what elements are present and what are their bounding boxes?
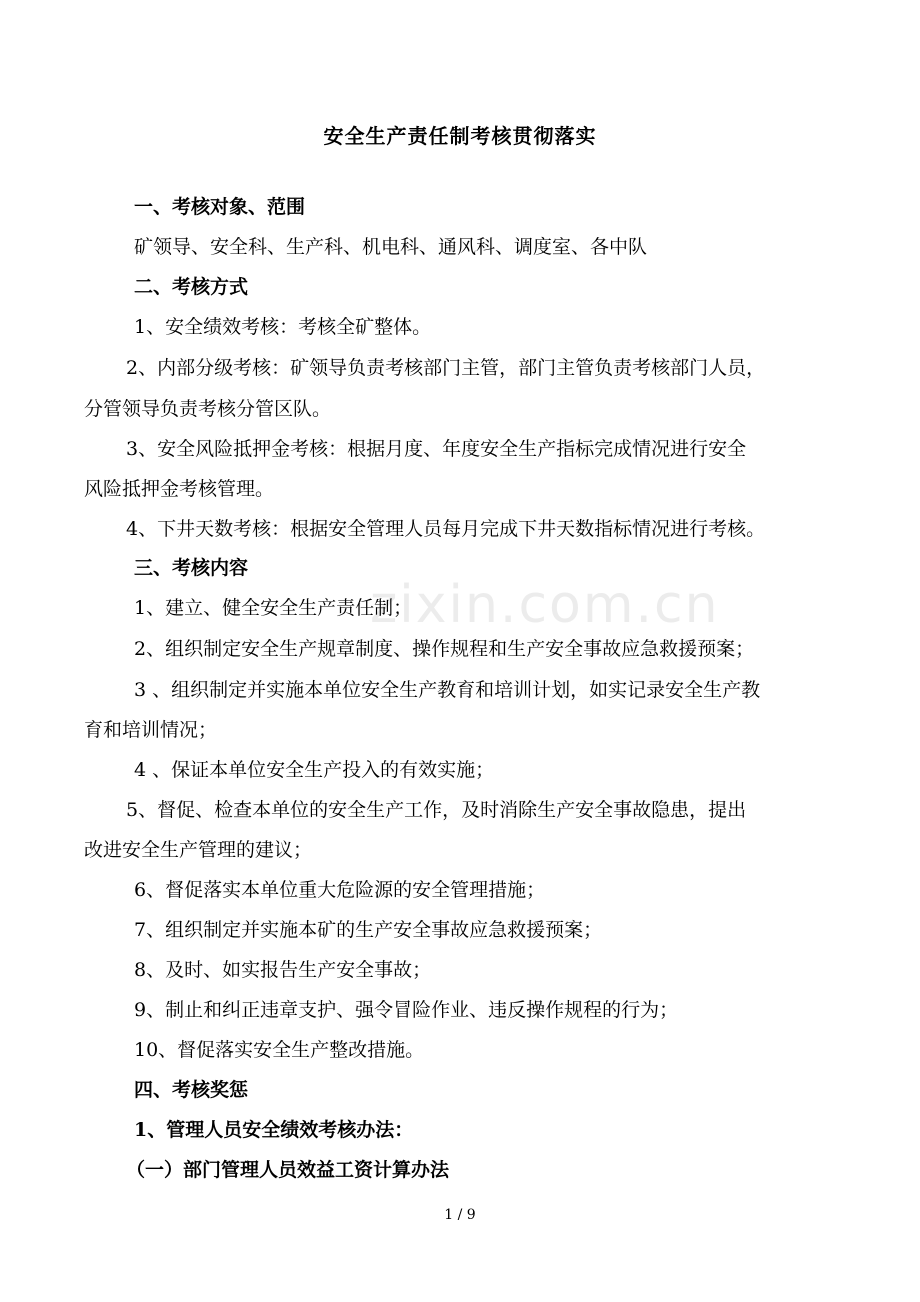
paragraph-line: 8、及时、如实报告生产安全事故； xyxy=(134,959,432,981)
paragraph-line: 风险抵押金考核管理。 xyxy=(84,478,275,500)
paragraph-line: 1、安全绩效考核：考核全矿整体。 xyxy=(134,316,432,338)
paragraph-line: 1、建立、健全安全生产责任制； xyxy=(134,597,413,619)
paragraph-line: 改进安全生产管理的建议； xyxy=(84,839,313,861)
subsection-heading: （一）部门管理人员效益工资计算办法 xyxy=(126,1159,450,1181)
paragraph-line: 7、组织制定并实施本矿的生产安全事故应急救援预案； xyxy=(134,919,603,941)
document-title: 安全生产责任制考核贯彻落实 xyxy=(323,124,597,148)
paragraph-line: 分管领导负责考核分管区队。 xyxy=(84,398,332,420)
paragraph-line: 矿领导、安全科、生产科、机电科、通风科、调度室、各中队 xyxy=(134,236,648,258)
section-heading-3: 三、考核内容 xyxy=(134,557,249,579)
page-number: 1 / 9 xyxy=(444,1207,476,1223)
paragraph-line: 2、组织制定安全生产规章制度、操作规程和生产安全事故应急救援预案； xyxy=(134,638,755,660)
paragraph-line: 9、制止和纠正违章支护、强令冒险作业、违反操作规程的行为； xyxy=(134,999,679,1021)
paragraph-line: 10、督促落实安全生产整改措施。 xyxy=(134,1039,425,1061)
paragraph-line: 3 、组织制定并实施本单位安全生产教育和培训计划，如实记录安全生产教 xyxy=(134,679,761,701)
section-heading-2: 二、考核方式 xyxy=(134,276,249,298)
section-heading-4: 四、考核奖惩 xyxy=(134,1079,249,1101)
paragraph-line: 4 、保证本单位安全生产投入的有效实施； xyxy=(134,759,495,781)
paragraph-line: 育和培训情况； xyxy=(84,719,218,741)
paragraph-line: 6、督促落实本单位重大危险源的安全管理措施； xyxy=(134,879,546,901)
paragraph-line: 4、下井天数考核：根据安全管理人员每月完成下井天数指标情况进行考核。 xyxy=(126,518,766,540)
section-heading-1: 一、考核对象、范围 xyxy=(134,196,306,218)
subsection-heading: 1、管理人员安全绩效考核办法： xyxy=(134,1119,414,1141)
paragraph-line: 5、督促、检查本单位的安全生产工作，及时消除生产安全事故隐患，提出 xyxy=(126,799,747,821)
paragraph-line: 3、安全风险抵押金考核：根据月度、年度安全生产指标完成情况进行安全 xyxy=(126,438,747,460)
watermark: zixin.com.cn xyxy=(370,575,720,635)
paragraph-line: 2、内部分级考核：矿领导负责考核部门主管，部门主管负责考核部门人员， xyxy=(126,357,766,379)
